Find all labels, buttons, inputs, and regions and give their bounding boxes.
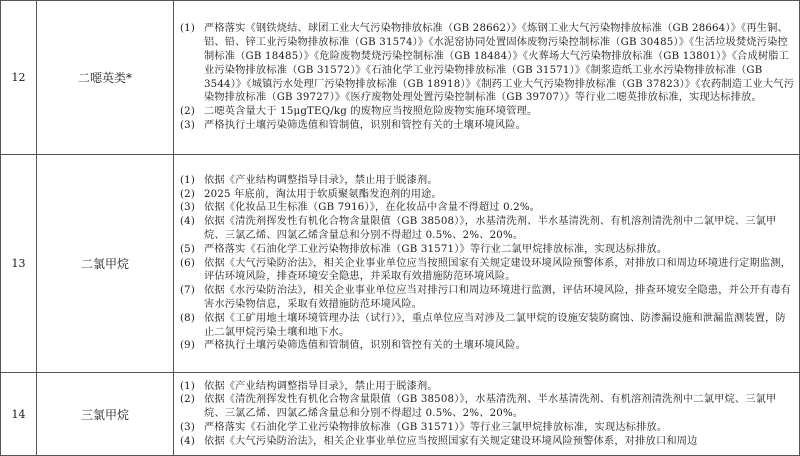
item-index: (7) bbox=[180, 285, 196, 297]
item-index: (2) bbox=[180, 106, 196, 118]
requirement-item bbox=[180, 105, 795, 119]
item-text: 依据《水污染防治法》，相关企业事业单位应当对排污口和周边环境进行监测，评估环境风险，排查环境安全隐患，并公开有毒有害水污染物信息，采取有效措施防范环境风险。 bbox=[204, 285, 791, 310]
item-text: 严格执行土壤污染筛选值和管制值，识别和管控有关的土壤环境风险。 bbox=[204, 119, 527, 131]
item-text: 严格执行土壤污染筛选值和管制值，识别和管控有关的土壤环境风险。 bbox=[204, 340, 527, 352]
item-text: 依据《产业结构调整指导目录》，禁止用于脱漆剂。 bbox=[204, 380, 438, 392]
requirements-cell bbox=[174, 373, 800, 456]
requirement-item bbox=[180, 284, 795, 312]
item-index: (9) bbox=[180, 340, 196, 352]
substance-name: 三氯甲烷 bbox=[37, 373, 174, 456]
item-text: 依据《清洗剂挥发性有机化合物含量限值（GB 38508）》，水基清洗剂、半水基清洗剂、有机溶剂清洗剂中二氯甲烷、三氯甲烷、三氯乙烯、四氯乙烯含量总和分别不得超过 0.5%、2%、20%。 bbox=[204, 216, 777, 241]
item-text: 依据《大气污染防治法》，相关企业事业单位应当按照国家有关规定建设环境风险预警体系，对排放口和周边 bbox=[204, 435, 698, 447]
item-index: (6) bbox=[180, 257, 196, 269]
item-index: (1) bbox=[180, 23, 196, 35]
row-number: 14 bbox=[1, 373, 37, 456]
item-index: (4) bbox=[180, 435, 196, 447]
substance-name: 二噁英类* bbox=[37, 1, 174, 155]
requirement-item bbox=[180, 421, 795, 435]
requirement-item bbox=[180, 393, 795, 421]
item-text: 依据《大气污染防治法》，相关企业事业单位应当按照国家有关规定建设环境风险预警体系，对排放口和周边环境进行定期监测，评估环境风险，排查环境安全隐患，并采取有效措施防范环境风险。 bbox=[204, 257, 791, 283]
requirement-item bbox=[180, 174, 795, 188]
item-text: 严格落实《钢铁烧结、球团工业大气污染物排放标准（GB 28662）》《炼钢工业大气污染物排放标准（GB 28664）》《再生铜、铝、铅、锌工业污染物排放标准（GB 31574）》《水泥窑协同处置固体废物污染控制标准（GB 30485）》《生活垃圾焚烧污染控制标准（GB 18485）》《危险废物焚烧污染控制标准（GB 18484）》《火葬场大气污染物排放标准（GB 13801）》《合成树脂工业污染物排放标准（GB 31572）》《石油化学工业污染物排放标准（GB 31571）》《制浆造纸工业水污染物排放标准（GB 3544）》《城镇污水处理厂污染物排放标准（GB 18918）》《制药工业大气污染物排放标准（GB 37823）》《农药制造工业大气污染物排放标准（GB 39727）》《医疗废物处理处置污染控制标准（GB 39707）》等行业二噁英排放标准，实现达标排放。 bbox=[204, 23, 795, 104]
item-index: (5) bbox=[180, 243, 196, 255]
requirement-item bbox=[180, 312, 795, 340]
table-row bbox=[1, 373, 800, 456]
item-index: (1) bbox=[180, 380, 196, 392]
requirement-item bbox=[180, 257, 795, 285]
item-index: (2) bbox=[180, 188, 196, 200]
item-text: 依据《产业结构调整指导目录》，禁止用于脱漆剂。 bbox=[204, 174, 438, 186]
item-text: 严格落实《石油化学工业污染物排放标准（GB 31571）》等行业三氯甲烷排放标准，实现达标排放。 bbox=[204, 421, 668, 433]
row-number: 12 bbox=[1, 1, 37, 155]
item-text: 依据《化妆品卫生标准（GB 7916）》，在化妆品中含量不得超过 0.2%。 bbox=[204, 202, 541, 214]
requirements-cell bbox=[174, 1, 800, 155]
item-index: (3) bbox=[180, 202, 196, 214]
requirement-item bbox=[180, 435, 795, 449]
requirement-item bbox=[180, 339, 795, 353]
item-index: (1) bbox=[180, 174, 196, 186]
item-text: 依据《清洗剂挥发性有机化合物含量限值（GB 38508）》，水基清洗剂、半水基清洗剂、有机溶剂清洗剂中二氯甲烷、三氯甲烷、三氯乙烯、四氯乙烯含量总和分别不得超过 0.5%、2%、20%。 bbox=[204, 394, 777, 420]
requirement-item bbox=[180, 380, 795, 394]
item-text: 依据《工矿用地土壤环境管理办法（试行）》，重点单位应当对涉及二氯甲烷的设施安装防腐蚀、防渗漏设施和泄漏监测装置，防止二氯甲烷污染土壤和地下水。 bbox=[204, 312, 786, 338]
requirements-cell bbox=[174, 155, 800, 373]
item-index: (3) bbox=[180, 421, 196, 433]
row-number: 13 bbox=[1, 155, 37, 373]
requirement-item bbox=[180, 215, 795, 243]
requirement-item bbox=[180, 119, 795, 133]
item-text: 2025 年底前，淘汰用于软质聚氨酯发泡剂的用途。 bbox=[204, 188, 442, 200]
requirement-item bbox=[180, 22, 795, 105]
requirement-item bbox=[180, 243, 795, 257]
item-text: 二噁英含量大于 15μgTEQ/kg 的废物应当按照危险废物实施环境管理。 bbox=[204, 106, 538, 118]
item-index: (2) bbox=[180, 394, 196, 406]
item-text: 严格落实《石油化学工业污染物排放标准（GB 31571）》等行业二氯甲烷排放标准，实现达标排放。 bbox=[204, 243, 668, 255]
requirement-item bbox=[180, 188, 795, 202]
item-index: (3) bbox=[180, 119, 196, 131]
table-row bbox=[1, 1, 800, 155]
table-row bbox=[1, 155, 800, 373]
item-index: (8) bbox=[180, 312, 196, 324]
substance-name: 二氯甲烷 bbox=[37, 155, 174, 373]
item-index: (4) bbox=[180, 216, 196, 228]
requirement-item bbox=[180, 201, 795, 215]
